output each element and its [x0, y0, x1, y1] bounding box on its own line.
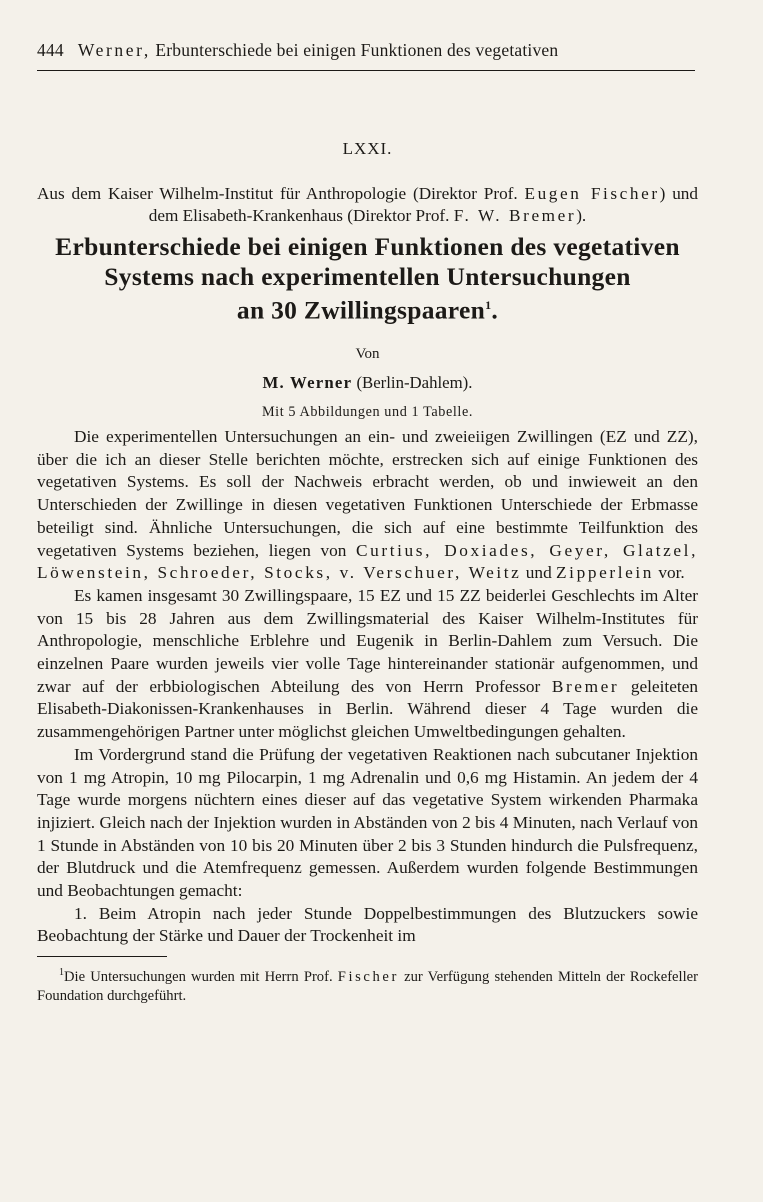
- byline-von: Von: [355, 346, 380, 362]
- footnote-mark: 1: [485, 298, 492, 312]
- footnote-rule: [37, 956, 167, 957]
- running-head-title: Erbunterschiede bei einigen Funktionen des vegetativen: [155, 40, 559, 60]
- footnote-text: [37, 963, 698, 1006]
- paragraph-text: Es kamen insgesamt 30 Zwillingspaare, 15 EZ und 15 ZZ beiderlei Geschlechts im Alter von 15 bis 28 Jahren aus dem Zwillingsmaterial des Kaiser Wilhelm-Institutes für Anthropologie, menschliche Erblehre und Eugenik in Berlin-Dahlem zum Versuch. Die einzelnen Paare wurden jeweils vier volle Tage hintereinander stationär aufgenommen, und zwar auf der erbbiologischen Abteilung des von Herrn Professor: [37, 585, 698, 696]
- header-rule: [37, 70, 695, 71]
- article-number: LXXI.: [342, 139, 393, 158]
- title-line: Erbunterschiede bei einigen Funktionen des vegetativen: [55, 232, 680, 261]
- author-name: M. Werner: [262, 373, 353, 392]
- author-location: (Berlin-Dahlem).: [356, 373, 473, 392]
- cited-authors: Curtius, Doxiades, Geyer, Glatzel, Löwenstein, Schroeder, Stocks, v. Verschuer, Weitz: [37, 540, 698, 583]
- paragraph: Im Vordergrund stand die Prüfung der vegetativen Reaktionen nach subcutaner Injektion von 1 mg Atropin, 10 mg Pilocarpin, 1 mg Adrenalin und 0,6 mg Histamin. An jedem der 4 Tage wurde morgens nüchtern eines dieser auf das vegetative System wirkenden Pharmaka injiziert. Gleich nach der Injektion wurden in Abständen von 2 bis 4 Minuten, nach Verlauf von 1 Stunde in Abständen von 10 bis 20 Minuten über 2 bis 3 Stunden hindurch die Pulsfrequenz, der Blutdruck und die Atemfrequenz gemessen. Außerdem wurden folgende Bestimmungen und Beobachtungen gemacht:: [37, 744, 698, 901]
- paragraph-text: vor.: [658, 563, 685, 583]
- paragraph-text: Die experimentellen Untersuchungen an ein- und zweieiigen Zwillingen (EZ und ZZ), über die ich an dieser Stelle berichten möchte, erstrecken sich auf einige Funktionen des vegetativen Systems. Es soll der Nachweis erbracht werden, ob und inwieweit an den Unterschieden der Zwillinge in diesen vegetativen Funktionen Unterschiede der Erbmasse beteiligt sind. Ähnliche Untersuchungen, die sich auf eine bestimmte Teilfunktion des vegetativen Systems beziehen, liegen von: [37, 427, 698, 560]
- footnote-body: zur Verfügung stehenden Mitteln der Rockefeller Foundation durchgeführt.: [37, 969, 698, 1005]
- director-name: F. W. Bremer: [453, 205, 577, 225]
- title-line: Systems nach experimentellen Untersuchungen: [104, 261, 631, 291]
- title-end: .: [491, 295, 499, 325]
- page: [37, 38, 698, 1006]
- cited-author: Fischer: [337, 969, 399, 986]
- paragraph: [37, 426, 698, 585]
- paragraph: 1. Beim Atropin nach jeder Stunde Doppelbestimmungen des Blutzuckers sowie Beobachtung der Stärke und Dauer der Trockenheit im: [37, 903, 698, 946]
- cited-author: Zipperlein: [556, 563, 655, 583]
- page-number: 444: [37, 40, 64, 60]
- affiliation: [37, 183, 698, 226]
- paragraph-text: geleiteten Elisabeth-Diakonissen-Krankenhauses in Berlin. Während dieser 4 Tage wurden die zusammengehörigen Partner unter möglichst gleichen Umweltbedingungen gehalten.: [37, 676, 698, 742]
- paragraph: [37, 585, 698, 744]
- title-line: an 30 Zwillingspaaren: [236, 295, 486, 325]
- footnote-mark: 1: [59, 967, 64, 979]
- affiliation-text: ).: [576, 205, 587, 225]
- affiliation-text: ) und dem Elisabeth-Krankenhaus (Direktor Prof.: [148, 184, 698, 225]
- footnote-body: Die Untersuchungen wurden mit Herrn Prof.: [64, 969, 333, 986]
- cited-author: Bremer: [551, 676, 620, 696]
- paragraph-text: und: [525, 563, 552, 583]
- footnote: [37, 963, 698, 1006]
- affiliation-text: Aus dem Kaiser Wilhelm-Institut für Anthropologie (Direktor Prof.: [37, 184, 518, 203]
- running-head-author: Werner,: [77, 40, 151, 60]
- article-title: [37, 232, 698, 325]
- author-line: [37, 373, 698, 393]
- figures-note: Mit 5 Abbildungen und 1 Tabelle.: [261, 404, 474, 420]
- running-head: [37, 38, 698, 62]
- article-body: [37, 426, 698, 948]
- director-name: Eugen Fischer: [524, 184, 660, 203]
